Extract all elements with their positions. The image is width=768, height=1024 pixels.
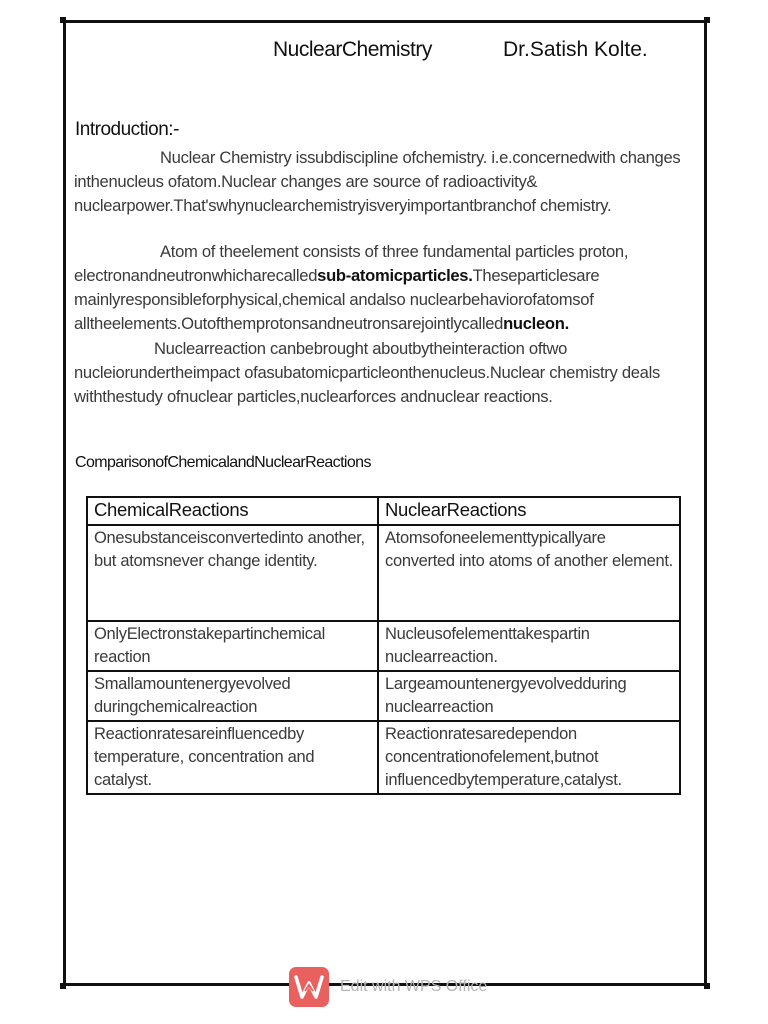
intro-paragraph-2 bbox=[74, 240, 690, 336]
table-cell: Reactionratesaredependon concentrationofelement,butnot influencedbytemperature,catalyst. bbox=[378, 721, 680, 794]
column-header-nuclear: NuclearReactions bbox=[378, 497, 680, 525]
column-header-chemical: ChemicalReactions bbox=[87, 497, 378, 525]
comparison-table bbox=[86, 496, 681, 795]
border-corner-top-left bbox=[60, 17, 66, 23]
wps-logo-glyph bbox=[294, 974, 324, 1000]
sub-atomic-particles-term: sub-atomicparticles. bbox=[317, 266, 473, 285]
intro-paragraph-3 bbox=[74, 337, 690, 409]
border-corner-bottom-right bbox=[704, 983, 710, 989]
edit-with-wps-link[interactable]: Edit with WPS Office bbox=[340, 978, 488, 995]
table-row bbox=[87, 525, 680, 621]
table-cell: Atomsofoneelementtypicallyare converted into atoms of another element. bbox=[378, 525, 680, 621]
author-name: Dr.Satish Kolte. bbox=[503, 38, 648, 61]
table-row bbox=[87, 721, 680, 794]
table-row bbox=[87, 671, 680, 721]
table-row bbox=[87, 621, 680, 671]
intro-paragraph-2-text-c: Theseparticlesare mainlyresponsibleforphysical,chemical andalso nuclearbehaviorofatomsof alltheelements.Outofthemprotonsandneutronsarejointlycalled bbox=[74, 266, 600, 333]
border-corner-bottom-left bbox=[60, 983, 66, 989]
wps-office-icon[interactable] bbox=[289, 967, 329, 1007]
introduction-heading: Introduction:- bbox=[75, 119, 179, 140]
table-cell: Largeamountenergyevolvedduring nuclearreaction bbox=[378, 671, 680, 721]
table-header-row bbox=[87, 497, 680, 525]
table-cell: Reactionratesareinfluencedby temperature, concentration and catalyst. bbox=[87, 721, 378, 794]
intro-paragraph-3-text: Nuclearreaction canbebrought aboutbytheinteraction oftwo nucleiorundertheimpact ofasubatomicparticleonthenucleus.Nuclear chemistry deals withthestudy ofnuclear particles,nuclearforces andnuclear reactions. bbox=[74, 339, 660, 406]
table-cell: OnlyElectronstakepartinchemical reaction bbox=[87, 621, 378, 671]
intro-paragraph-1-text: Nuclear Chemistry issubdiscipline ofchemistry. i.e.concernedwith changes inthenucleus ofatom.Nuclear changes are source of radioactivity& nuclearpower.That'swhynuclearchemistryisveryimportantbranchof chemistry. bbox=[74, 148, 681, 215]
document-title: NuclearChemistry bbox=[273, 38, 432, 61]
comparison-heading: ComparisonofChemicalandNuclearReactions bbox=[75, 454, 371, 471]
intro-paragraph-1 bbox=[74, 146, 690, 218]
table-cell: Smallamountenergyevolved duringchemicalreaction bbox=[87, 671, 378, 721]
table-cell: Nucleusofelementtakespartin nuclearreaction. bbox=[378, 621, 680, 671]
table-cell: Onesubstanceisconvertedinto another, but atomsnever change identity. bbox=[87, 525, 378, 621]
nucleon-term: nucleon. bbox=[503, 314, 569, 333]
intro-paragraph-2-text-a: Atom of theelement consists of three fundamental particles proton, electronandneutronwhicharecalled bbox=[74, 242, 629, 285]
border-corner-top-right bbox=[704, 17, 710, 23]
